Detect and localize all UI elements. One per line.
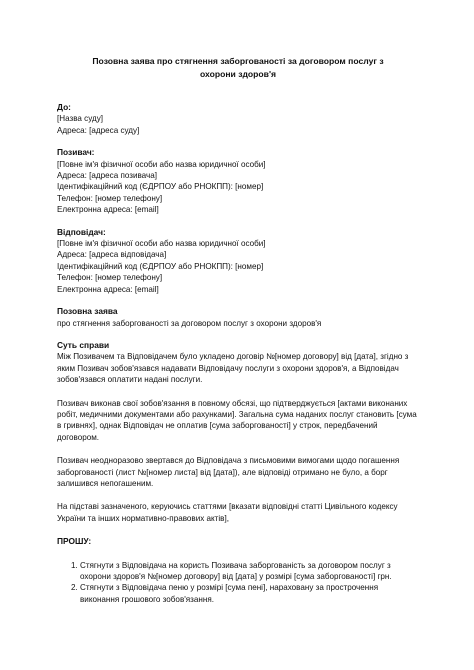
- defendant-address: Адреса: [адреса відповідача]: [57, 250, 167, 260]
- plaintiff-heading: Позивач:: [57, 147, 95, 158]
- to-section: [57, 102, 419, 136]
- defendant-heading: Відповідач:: [57, 226, 106, 237]
- essence-heading: Суть справи: [57, 339, 110, 350]
- defendant-phone: Телефон: [номер телефону]: [57, 273, 163, 283]
- plaintiff-section: [57, 147, 419, 215]
- defendant-id-code: Ідентифікаційний код (ЄДРПОУ або РНОКПП): [номер]: [57, 261, 264, 271]
- plaintiff-phone: Телефон: [номер телефону]: [57, 193, 163, 203]
- request-section: [57, 536, 419, 605]
- claim-section: [57, 306, 419, 329]
- request-item: 1. Стягнути з Відповідача на користь Позивача заборгованість за договором послуг з охорони здоров'я №[номер договору] від [дата] у розмірі [сума заборгованості] грн.: [80, 560, 419, 583]
- claim-heading: Позовна заява: [57, 306, 118, 317]
- document-page: [57, 55, 419, 605]
- defendant-name: [Повне ім'я фізичної особи або назва юридичної особи]: [57, 239, 266, 249]
- title-line-2: охорони здоров'я: [199, 68, 277, 79]
- essence-paragraph-3: Позивач неодноразово звертався до Відповідача з письмовими вимогами щодо погашення заборгованості (лист №[номер листа] від [дата]), але відповіді отримано не було, а борг залишився непогашеним.: [57, 456, 400, 488]
- title-line-1: Позовна заява про стягнення заборгованості за договором послуг з: [92, 56, 384, 66]
- plaintiff-address: Адреса: [адреса позивача]: [57, 171, 157, 181]
- defendant-email: Електронна адреса: [email]: [57, 284, 159, 294]
- plaintiff-id-code: Ідентифікаційний код (ЄДРПОУ або РНОКПП): [номер]: [57, 182, 264, 192]
- request-item: 2. Стягнути з Відповідача пеню у розмірі [сума пені], нараховану за прострочення виконання грошового зобов'язання.: [80, 582, 419, 605]
- court-name: [Назва суду]: [57, 114, 104, 124]
- essence-paragraph-1: Між Позивачем та Відповідачем було укладено договір №[номер договору] від [дата], згідно з яким Позивач зобов'язався надавати Відповідачу послуги з охорони здоров'я, а Відповідач зобов'язався оплатити надані послуги.: [57, 352, 409, 385]
- essence-paragraph-4: На підставі зазначеного, керуючись статтями [вказати відповідні статті Цивільного кодексу України та інших нормативно-правових актів],: [57, 502, 398, 523]
- court-address: Адреса: [адреса суду]: [57, 125, 140, 135]
- plaintiff-email: Електронна адреса: [email]: [57, 205, 159, 215]
- to-heading: До:: [57, 102, 71, 112]
- request-heading: ПРОШУ:: [57, 536, 92, 547]
- document-title: [57, 55, 419, 80]
- request-list: [57, 560, 419, 606]
- plaintiff-name: [Повне ім'я фізичної особи або назва юридичної особи]: [57, 159, 266, 169]
- claim-subject: про стягнення заборгованості за договором послуг з охорони здоров'я: [57, 318, 322, 328]
- essence-paragraph-2: Позивач виконав свої зобов'язання в повному обсязі, що підтверджується [актами виконаних робіт, медичними документами або рахунками]. Загальна сума наданих послуг становить [сума в гривнях], однак Відповідач не оплатив [сума заборгованості] у строк, передбачений договором.: [57, 398, 417, 442]
- defendant-section: [57, 227, 419, 295]
- essence-section: [57, 340, 419, 524]
